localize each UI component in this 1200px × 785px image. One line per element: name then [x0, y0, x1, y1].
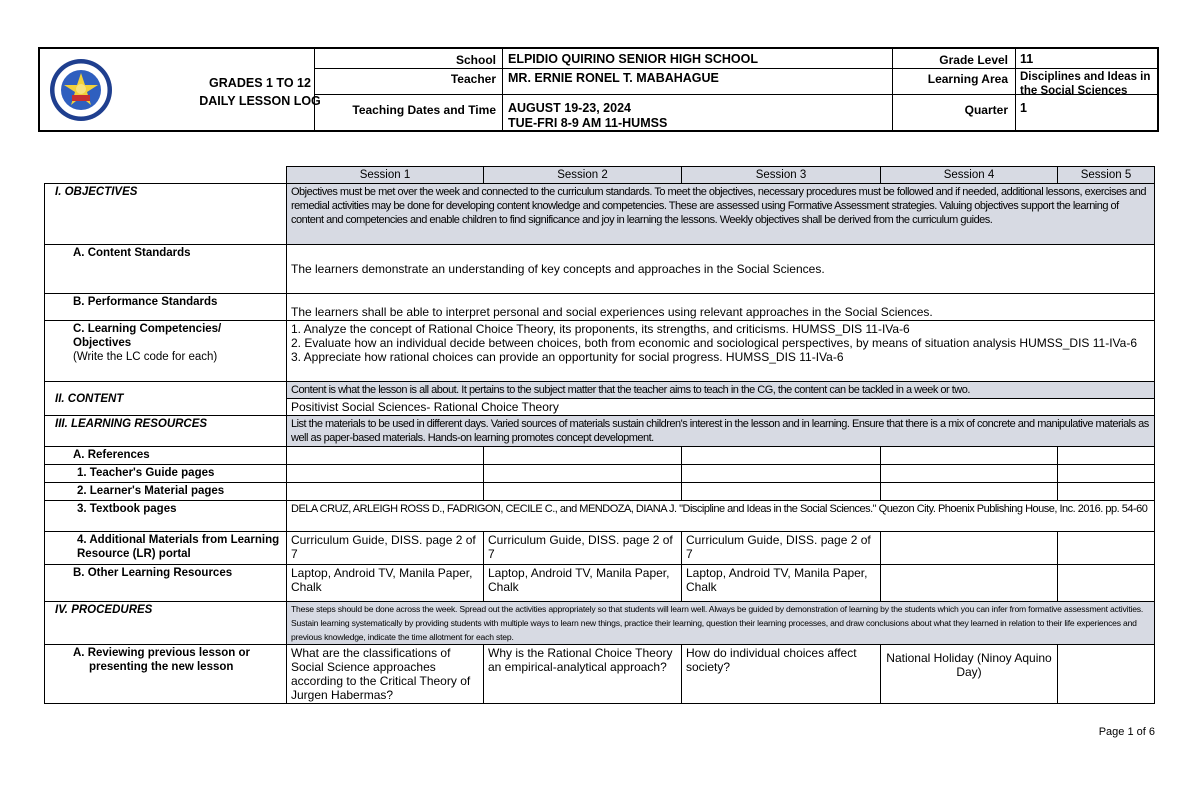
empty-cell — [881, 565, 1058, 602]
resources-note: List the materials to be used in different days. Varied sources of materials sustain children's interest in the lesson and in learning. Ensure that there is a mix of concrete and manipulative materials as well as paper-based materials. Hands-on learning promotes concept development. — [287, 416, 1155, 447]
area-line-2: the Social Sciences — [1020, 85, 1128, 97]
deped-seal-logo — [48, 57, 114, 123]
session-3-header: Session 3 — [682, 167, 881, 184]
review-cell: Why is the Rational Choice Theory an empirical-analytical approach? — [484, 645, 682, 704]
school-value: ELPIDIO QUIRINO SENIOR HIGH SCHOOL — [508, 52, 759, 66]
competency-item: 3. Appreciate how rational choices can provide an opportunity for social progress. HUMSS_DIS 11-IVa-6 — [291, 350, 844, 364]
content-note: Content is what the lesson is all about. It pertains to the subject matter that the teacher aims to teach in the CG, the content can be tackled in a week or two. — [287, 382, 1155, 399]
references-label: A. References — [45, 447, 287, 465]
review-cell: National Holiday (Ninoy Aquino Day) — [881, 645, 1058, 704]
procedures-label: IV. PROCEDURES — [45, 602, 287, 645]
session-2-header: Session 2 — [484, 167, 682, 184]
review-row — [45, 645, 1155, 704]
competencies-label-cell — [45, 321, 287, 382]
other-resources-label: B. Other Learning Resources — [45, 565, 287, 602]
performance-standards-label: B. Performance Standards — [45, 294, 287, 321]
empty-cell — [484, 465, 682, 483]
title-line-2: DAILY LESSON LOG — [199, 94, 321, 108]
dates-label: Teaching Dates and Time — [352, 103, 496, 117]
empty-cell — [287, 465, 484, 483]
page-number: Page 1 of 6 — [1098, 726, 1155, 738]
empty-cell — [881, 532, 1058, 565]
grade-level-label: Grade Level — [939, 53, 1008, 67]
other-resource-cell: Laptop, Android TV, Manila Paper, Chalk — [484, 565, 682, 602]
competency-item: 1. Analyze the concept of Rational Choice Theory, its proponents, its strengths, and criticisms. HUMSS_DIS 11-IVa-6 — [291, 322, 910, 336]
content-standards-row — [45, 245, 1155, 294]
performance-standards-row — [45, 294, 1155, 321]
dates-line-1: AUGUST 19-23, 2024 — [508, 101, 631, 115]
divider — [502, 49, 503, 130]
review-label-text: A. Reviewing previous lesson or presenting the new lesson — [73, 647, 251, 673]
textbook-row — [45, 501, 1155, 532]
procedures-row — [45, 602, 1155, 645]
competencies-list — [287, 321, 1155, 382]
dates-value — [508, 101, 667, 131]
empty-cell — [881, 465, 1058, 483]
other-resource-cell: Laptop, Android TV, Manila Paper, Chalk — [682, 565, 881, 602]
learning-area-label: Learning Area — [927, 72, 1008, 86]
other-resources-row — [45, 565, 1155, 602]
procedures-note: These steps should be done across the week. Spread out the activities appropriately so that students will learn well. Always be guided by demonstration of learning by the students which you can infer from formative assessment activities. Sustain learning systematically by providing students with multiple ways to learn new things, practice their learning, question their learning processes, and draw conclusions about what they learned in relation to their life experiences and previous knowledge, indicate the time allotment for each step. — [287, 602, 1155, 645]
review-label — [45, 645, 287, 704]
empty-cell — [1058, 447, 1155, 465]
content-standards-label: A. Content Standards — [45, 245, 287, 294]
learners-material-label: 2. Learner's Material pages — [45, 483, 287, 501]
empty-cell — [682, 465, 881, 483]
session-5-header: Session 5 — [1058, 167, 1155, 184]
divider — [314, 49, 315, 130]
empty-cell — [881, 447, 1058, 465]
empty-cell — [45, 167, 287, 184]
textbook-label: 3. Textbook pages — [45, 501, 287, 532]
empty-cell — [287, 447, 484, 465]
content-text: Positivist Social Sciences- Rational Choice Theory — [287, 399, 1155, 416]
other-resource-cell: Laptop, Android TV, Manila Paper, Chalk — [287, 565, 484, 602]
additional-material-cell: Curriculum Guide, DISS. page 2 of 7 — [287, 532, 484, 565]
dates-line-2: TUE-FRI 8-9 AM 11-HUMSS — [508, 116, 668, 130]
divider — [892, 49, 893, 130]
empty-cell — [1058, 532, 1155, 565]
objectives-label: I. OBJECTIVES — [45, 184, 287, 245]
content-note-row — [45, 382, 1155, 399]
resources-label: III. LEARNING RESOURCES — [45, 416, 287, 447]
textbook-citation: DELA CRUZ, ARLEIGH ROSS D., FADRIGON, CECILE C., and MENDOZA, DIANA J. "Discipline and Ideas in the Social Sciences." Quezon City. Phoenix Publishing House, Inc. 2016. pp. 54-60 — [287, 501, 1155, 532]
additional-materials-row — [45, 532, 1155, 565]
sessions-header-row — [45, 167, 1155, 184]
quarter-label: Quarter — [964, 103, 1008, 117]
lesson-log-table — [44, 166, 1155, 704]
header-table — [38, 47, 1159, 132]
area-line-1: Disciplines and Ideas in — [1020, 71, 1151, 83]
competency-item: 2. Evaluate how an individual decide between choices, both from economic and sociological perspectives, by means of situation analysis HUMSS_DIS 11-IVa-6 — [291, 336, 1138, 350]
session-4-header: Session 4 — [881, 167, 1058, 184]
empty-cell — [287, 483, 484, 501]
session-1-header: Session 1 — [287, 167, 484, 184]
objectives-note: Objectives must be met over the week and connected to the curriculum standards. To meet the objectives, necessary procedures must be followed and if needed, additional lessons, exercises and remedial activities may be done for developing content knowledge and competencies. These are assessed using Formative Assessment strategies. Valuing objectives support the learning of content and competencies and enable children to find significance and joy in learning the lessons. Weekly objectives shall be derived from the curriculum guides. — [287, 184, 1155, 245]
empty-cell — [682, 483, 881, 501]
competencies-sublabel: (Write the LC code for each) — [73, 351, 218, 363]
teachers-guide-label: 1. Teacher's Guide pages — [45, 465, 287, 483]
content-label: II. CONTENT — [45, 382, 287, 416]
divider — [314, 68, 1157, 69]
review-cell: What are the classifications of Social Science approaches according to the Critical Theory of Jurgen Habermas? — [287, 645, 484, 704]
review-cell — [1058, 645, 1155, 704]
empty-cell — [484, 447, 682, 465]
title-line-1: GRADES 1 TO 12 — [209, 76, 311, 90]
content-standards-text: The learners demonstrate an understanding of key concepts and approaches in the Social Sciences. — [287, 245, 1155, 294]
quarter-value: 1 — [1020, 101, 1027, 115]
grade-level-value: 11 — [1020, 52, 1034, 66]
empty-cell — [881, 483, 1058, 501]
competencies-row — [45, 321, 1155, 382]
additional-material-cell: Curriculum Guide, DISS. page 2 of 7 — [682, 532, 881, 565]
empty-cell — [1058, 565, 1155, 602]
competencies-label: C. Learning Competencies/ Objectives — [73, 323, 222, 349]
empty-cell — [1058, 465, 1155, 483]
empty-cell — [682, 447, 881, 465]
teacher-label: Teacher — [450, 72, 496, 86]
objectives-row — [45, 184, 1155, 245]
resources-row — [45, 416, 1155, 447]
school-label: School — [455, 53, 496, 67]
additional-materials-label: 4. Additional Materials from Learning Resource (LR) portal — [45, 532, 287, 565]
review-cell: How do individual choices affect society? — [682, 645, 881, 704]
teacher-value: MR. ERNIE RONEL T. MABAHAGUE — [508, 71, 719, 85]
learning-area-value — [1020, 70, 1150, 98]
performance-standards-text: The learners shall be able to interpret personal and social experiences using relevant approaches in the Social Sciences. — [287, 294, 1155, 321]
empty-cell — [484, 483, 682, 501]
divider — [1015, 49, 1016, 130]
learners-material-row — [45, 483, 1155, 501]
references-row — [45, 447, 1155, 465]
additional-material-cell: Curriculum Guide, DISS. page 2 of 7 — [484, 532, 682, 565]
empty-cell — [1058, 483, 1155, 501]
teachers-guide-row — [45, 465, 1155, 483]
